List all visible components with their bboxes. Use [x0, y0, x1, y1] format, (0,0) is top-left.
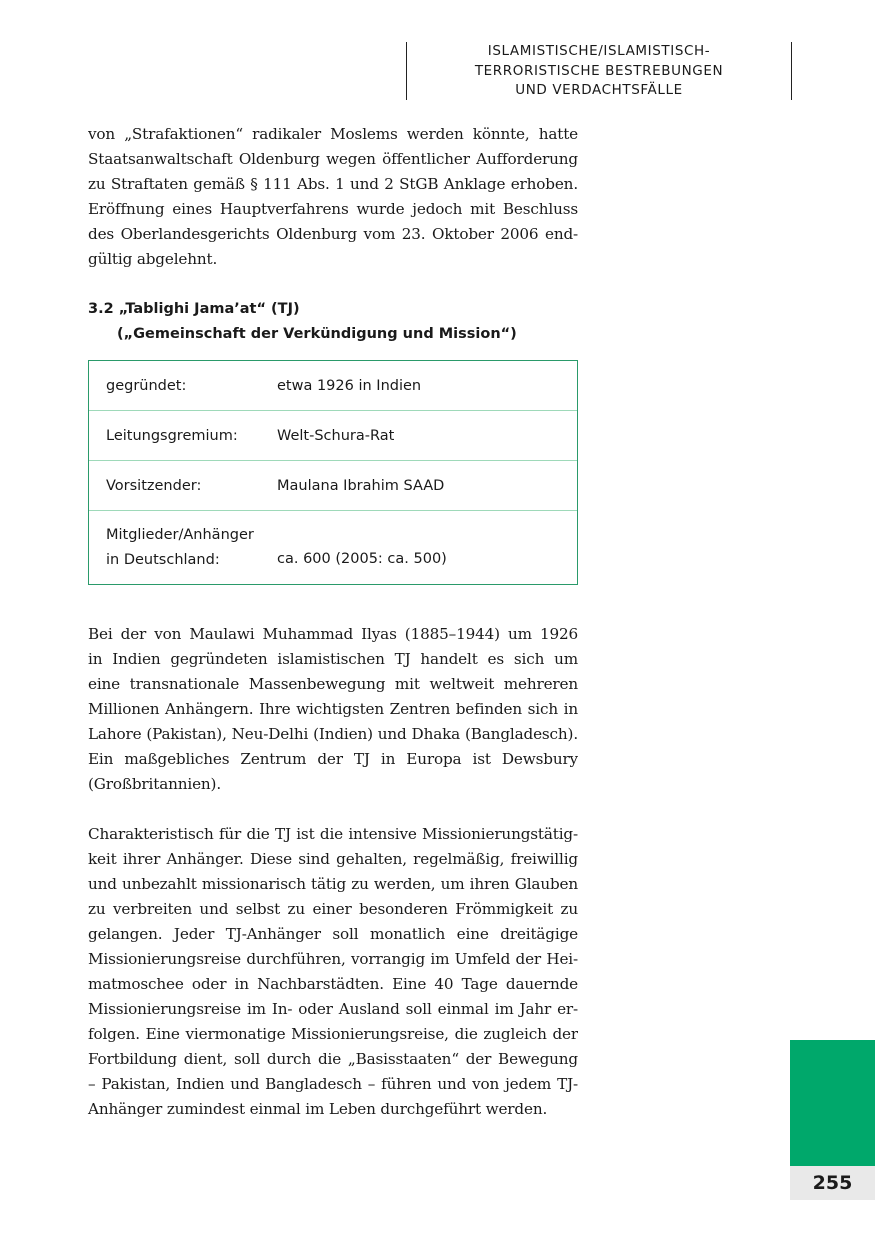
- running-header: [406, 42, 792, 100]
- text-line: (Großbritannien).: [88, 775, 221, 793]
- header-line: UND VERDACHTSFÄLLE: [515, 82, 683, 98]
- header-line: ISLAMISTISCHE/ISLAMISTISCH-: [487, 43, 711, 59]
- page-number: 255: [790, 1166, 875, 1200]
- text-line: Ein maßgebliches Zentrum der TJ in Europa ist Dewsbury: [88, 750, 578, 768]
- paragraph-origin: [88, 622, 578, 797]
- text-line: Staatsanwaltschaft Oldenburg wegen öffentlicher Aufforderung: [88, 150, 578, 168]
- table-row: [89, 361, 577, 410]
- text-line: Lahore (Pakistan), Neu-Delhi (Indien) und Dhaka (Bangladesch).: [88, 725, 578, 743]
- header-line: TERRORISTISCHE BESTREBUNGEN: [474, 62, 724, 79]
- text-line: Eröffnung eines Hauptverfahrens wurde jedoch mit Beschluss: [88, 200, 578, 218]
- text-line: gültig abgelehnt.: [88, 250, 218, 268]
- paragraph-intro: [88, 122, 578, 272]
- table-row: [89, 410, 577, 460]
- fact-label: gegründet:: [106, 377, 187, 394]
- section-subtitle: („Gemeinschaft der Verkündigung und Mission“): [117, 326, 517, 342]
- text-line: folgen. Eine viermonatige Missionierungsreise, die zugleich der: [88, 1025, 578, 1043]
- text-line: Anhänger zumindest einmal im Leben durchgeführt werden.: [88, 1100, 548, 1118]
- chapter-tab: [790, 1040, 875, 1166]
- fact-label: Leitungsgremium:: [106, 427, 238, 444]
- section-heading: [88, 297, 578, 347]
- section-title: 3.2 „Tablighi Jama’at“ (TJ): [88, 301, 300, 317]
- fact-value: ca. 600 (2005: ca. 500): [277, 551, 447, 567]
- text-line: von „Strafaktionen“ radikaler Moslems werden könnte, hatte: [88, 125, 578, 143]
- text-line: – Pakistan, Indien und Bangladesch – führen und von jedem TJ-: [88, 1075, 578, 1093]
- text-line: eine transnationale Massenbewegung mit weltweit mehreren: [88, 675, 578, 693]
- fact-label-line: Mitglieder/Anhänger: [106, 527, 254, 543]
- text-line: und unbezahlt missionarisch tätig zu werden, um ihren Glauben: [88, 875, 578, 893]
- fact-value: Maulana Ibrahim SAAD: [277, 477, 445, 494]
- text-line: keit ihrer Anhänger. Diese sind gehalten, regelmäßig, freiwillig: [88, 850, 578, 868]
- fact-value: etwa 1926 in Indien: [277, 377, 422, 394]
- facts-table: [88, 360, 578, 585]
- text-line: in Indien gegründeten islamistischen TJ handelt es sich um: [88, 650, 578, 668]
- text-line: gelangen. Jeder TJ-Anhänger soll monatlich eine dreitägige: [88, 925, 578, 943]
- text-line: matmoschee oder in Nachbarstädten. Eine 40 Tage dauernde: [88, 975, 578, 993]
- text-line: Millionen Anhängern. Ihre wichtigsten Zentren befinden sich in: [88, 700, 578, 718]
- text-line: Missionierungsreise im In- oder Ausland soll einmal im Jahr er-: [88, 1000, 578, 1018]
- text-line: zu Straftaten gemäß § 111 Abs. 1 und 2 StGB Anklage erhoben.: [88, 175, 578, 193]
- fact-label: [89, 523, 277, 573]
- text-line: Fortbildung dient, soll durch die „Basisstaaten“ der Bewegung: [88, 1050, 578, 1068]
- fact-label-line: in Deutschland:: [106, 552, 220, 568]
- text-line: zu verbreiten und selbst zu einer besonderen Frömmigkeit zu: [88, 900, 578, 918]
- table-row: [89, 460, 577, 510]
- fact-value: Welt-Schura-Rat: [277, 427, 395, 444]
- table-row: [89, 510, 577, 584]
- text-line: des Oberlandesgerichts Oldenburg vom 23. Oktober 2006 end-: [88, 225, 578, 243]
- text-line: Bei der von Maulawi Muhammad Ilyas (1885–1944) um 1926: [88, 625, 578, 643]
- fact-label: Vorsitzender:: [106, 477, 202, 494]
- text-line: Charakteristisch für die TJ ist die intensive Missionierungstätig-: [88, 825, 578, 843]
- paragraph-mission: [88, 822, 578, 1122]
- text-line: Missionierungsreise durchführen, vorrangig im Umfeld der Hei-: [88, 950, 578, 968]
